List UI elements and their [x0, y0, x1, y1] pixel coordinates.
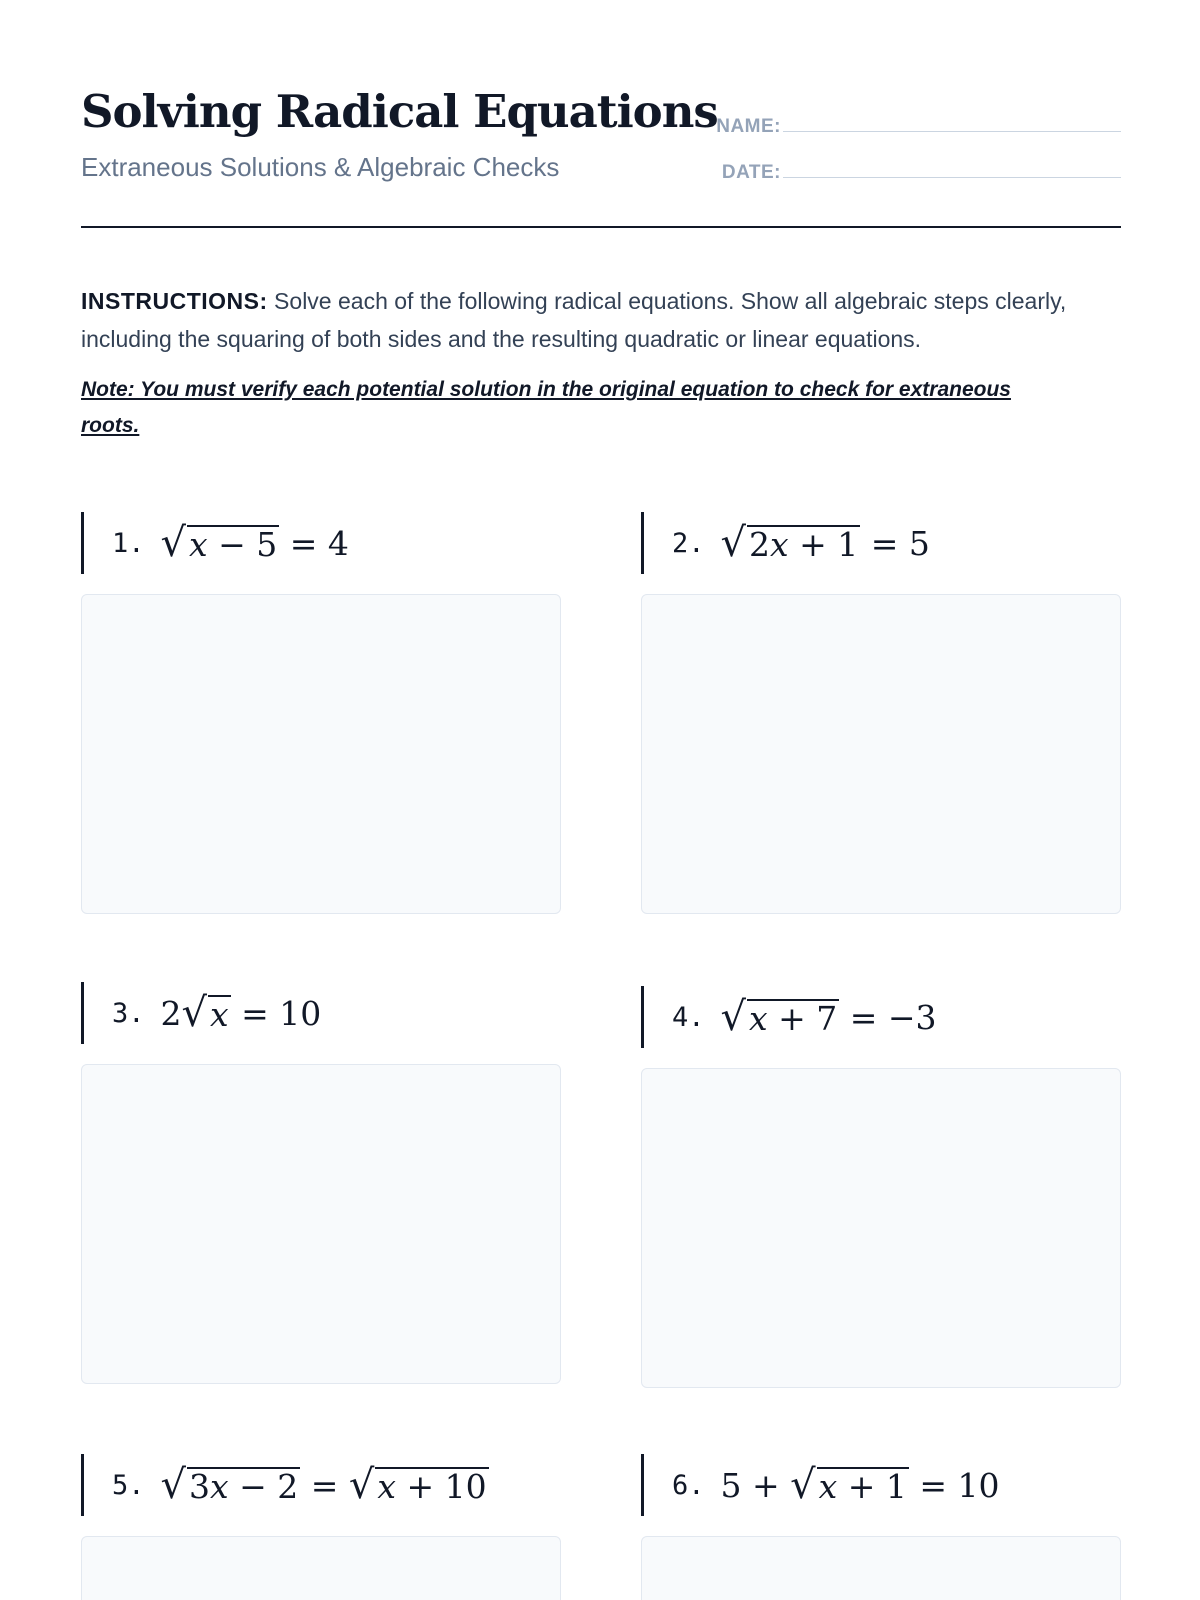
name-label: NAME:	[716, 116, 781, 137]
problem-equation: √ 3x − 2 = √ x + 10	[160, 1462, 487, 1508]
date-field[interactable]	[701, 158, 1121, 188]
date-line[interactable]	[783, 177, 1121, 178]
problem-equation: 5 + √ x + 1 = 10	[720, 1462, 1000, 1508]
work-area[interactable]	[81, 594, 561, 914]
problem-number: 1.	[112, 527, 145, 559]
problem-header	[81, 1454, 561, 1516]
work-area[interactable]	[81, 1536, 561, 1600]
date-label: DATE:	[721, 162, 781, 183]
instructions-lead: INSTRUCTIONS:	[81, 288, 268, 314]
problem-header	[641, 986, 1121, 1048]
header-divider	[81, 226, 1121, 228]
page-subtitle: Extraneous Solutions & Algebraic Checks	[81, 152, 560, 182]
problem-number: 2.	[672, 527, 705, 559]
page-title: Solving Radical Equations	[81, 85, 718, 138]
worksheet-header	[81, 84, 1121, 228]
work-area[interactable]	[81, 1064, 561, 1384]
problem-3	[81, 982, 561, 1044]
problem-number: 5.	[112, 1469, 145, 1501]
work-area[interactable]	[641, 1068, 1121, 1388]
problem-header	[641, 1454, 1121, 1516]
problem-2	[641, 512, 1121, 574]
problem-equation: √ x + 7 = −3	[720, 994, 937, 1040]
problem-number: 4.	[672, 1001, 705, 1033]
problem-number: 6.	[672, 1469, 705, 1501]
problem-header	[81, 982, 561, 1044]
instructions	[81, 282, 1121, 358]
problem-1	[81, 512, 561, 574]
instructions-text: Solve each of the following radical equations. Show all algebraic steps clearly, including the squaring of both sides and the resulting quadratic or linear equations.	[81, 288, 1067, 352]
work-area[interactable]	[641, 594, 1121, 914]
name-line[interactable]	[783, 131, 1121, 132]
problem-equation: √ x − 5 = 4	[160, 520, 349, 566]
problem-4	[641, 986, 1121, 1048]
problem-number: 3.	[112, 997, 145, 1029]
problem-header	[81, 512, 561, 574]
name-field[interactable]	[701, 112, 1121, 142]
problem-6	[641, 1454, 1121, 1516]
problem-5	[81, 1454, 561, 1516]
instructions-note: Note: You must verify each potential solution in the original equation to check for extraneous roots.	[81, 378, 1011, 437]
problem-header	[641, 512, 1121, 574]
problem-equation: 2 √ x = 10	[160, 990, 322, 1036]
problem-equation: √ 2x + 1 = 5	[720, 520, 930, 566]
work-area[interactable]	[641, 1536, 1121, 1600]
